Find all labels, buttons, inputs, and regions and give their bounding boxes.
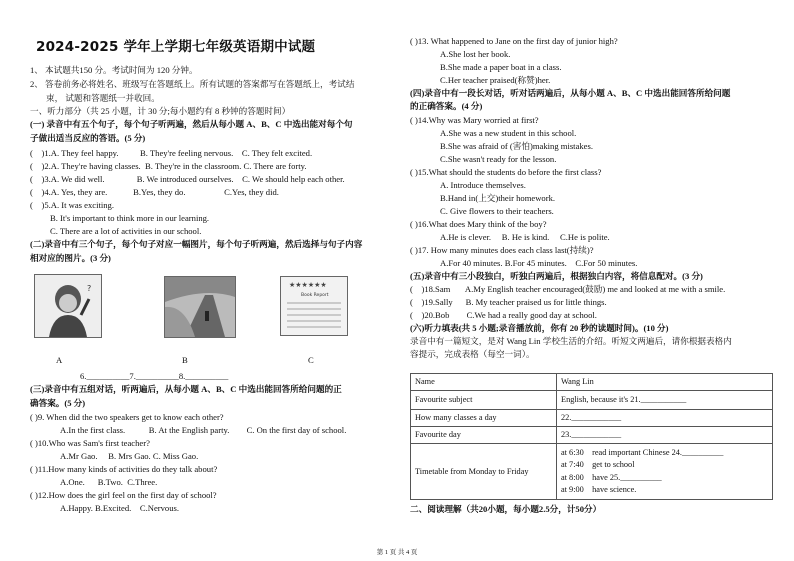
picture-a-boy-thinking xyxy=(34,274,102,338)
question-20: ( )20.Bob C.We had a really good day at school. xyxy=(410,310,597,320)
timetable-row-3[interactable]: at 8:00 have 25.__________ xyxy=(561,472,662,482)
picture-label-c: C xyxy=(308,355,314,365)
question-15: ( )15.What should the students do before the first class? xyxy=(410,167,602,177)
part2-header: 二、阅读理解（共20小题，每小题2.5分，计50分） xyxy=(410,504,602,514)
question-15-option-a: A. Introduce themselves. xyxy=(440,180,526,190)
table-row xyxy=(411,374,773,391)
table-cell: Favourite day xyxy=(411,427,557,444)
part1-header: 一、听力部分（共 25 小题，计 30 分;每小题约有 8 秒钟的答题时间） xyxy=(30,106,291,116)
answer-blanks-6-8: 6.__________7.__________8.__________ xyxy=(80,371,229,381)
info-table xyxy=(410,373,773,500)
timetable-row-2: at 7:40 get to school xyxy=(561,460,635,470)
question-12-options: A.Happy. B.Excited. C.Nervous. xyxy=(60,503,180,513)
question-16-options: A.He is clever. B. He is kind. C.He is polite. xyxy=(440,232,610,242)
picture-b-road xyxy=(164,276,236,338)
question-15-option-b: B.Hand in(上交)their homework. xyxy=(440,193,556,203)
question-13-option-b: B.She made a paper boat in a class. xyxy=(440,62,562,72)
question-3: ( )3.A. We did well. B. We introduced ourselves. C. We should help each other. xyxy=(30,174,345,184)
question-14: ( )14.Why was Mary worried at first? xyxy=(410,115,539,125)
question-13: ( )13. What happened to Jane on the first day of junior high? xyxy=(410,36,618,46)
sec6-instruction-2: 录音中有一篇短文，是对 Wang Lin 学校生活的介绍。听短文两遍后，请你根据表格内 xyxy=(410,336,732,346)
question-10-options: A.Mr Gao. B. Mrs Gao. C. Miss Gao. xyxy=(60,451,199,461)
sec4-instruction-1: (四)录音中有一段长对话，听对话两遍后，从每小题 A、B、C 中选出能回答所给问题 xyxy=(410,88,731,98)
question-14-option-c: C.She wasn't ready for the lesson. xyxy=(440,154,557,164)
sec5-instruction: (五)录音中有三小段独白，听独白两遍后，根据独白内容，将信息配对。(3 分) xyxy=(410,271,703,281)
question-5-option-c: C. There are a lot of activities in our school. xyxy=(50,226,202,236)
table-cell: Favourite subject xyxy=(411,391,557,410)
question-1: ( )1.A. They feel happy. B. They're feeling nervous. C. They felt excited. xyxy=(30,148,313,158)
sec2-instruction-2: 相对应的图片。(3 分) xyxy=(30,253,111,263)
question-9: ( )9. When did the two speakers get to know each other? xyxy=(30,412,224,422)
question-10: ( )10.Who was Sam's first teacher? xyxy=(30,438,150,448)
table-cell[interactable]: 23.____________ xyxy=(557,427,773,444)
page-footer: 第 1 页 共 4 页 xyxy=(376,549,418,556)
question-9-options: A.In the first class. B. At the English party. C. On the first day of school. xyxy=(60,425,347,435)
question-13-option-c: C.Her teacher praised(称赞)her. xyxy=(440,75,551,85)
question-5-option-b: B. It's important to think more in our learning. xyxy=(50,213,210,223)
question-18: ( )18.Sam A.My English teacher encouraged(鼓励) me and looked at me with a smile. xyxy=(410,284,726,294)
sec4-instruction-2: 的正确答案。(4 分) xyxy=(410,101,483,111)
timetable-row-1[interactable]: at 6:30 read important Chinese 24.__________ xyxy=(561,448,724,458)
sec3-instruction-2: 确答案。(5 分) xyxy=(30,398,86,408)
question-19: ( )19.Sally B. My teacher praised us for little things. xyxy=(410,297,607,307)
notice-2: 2、 答卷前务必将姓名、班级写在答题纸上。所有试题的答案都写在答题纸上，考试结 xyxy=(30,79,355,89)
question-17: ( )17. How many minutes does each class last(持续)? xyxy=(410,245,594,255)
picture-label-b: B xyxy=(182,355,188,365)
picture-c-book-report xyxy=(280,276,348,336)
question-14-option-b: B.She was afraid of (害怕)making mistakes. xyxy=(440,141,593,151)
question-12: ( )12.How does the girl feel on the first day of school? xyxy=(30,490,217,500)
svg-text:★★★★★★: ★★★★★★ xyxy=(289,281,327,289)
table-cell: Wang Lin xyxy=(557,374,773,391)
sec2-instruction-1: (二)录音中有三个句子，每个句子对应一幅图片，每个句子听两遍，然后选择与句子内容 xyxy=(30,239,363,249)
sec1-instruction-1: (一) 录音中有五个句子，每个句子听两遍，然后从每小题 A、B、C 中选出能对每个句 xyxy=(30,119,353,129)
sec1-instruction-2: 子做出适当反应的答语。(5 分) xyxy=(30,133,146,143)
sec6-instruction-1: (六)听力填表(共 5 小题;录音播放前，你有 20 秒的读题时间)。(10 分) xyxy=(410,323,669,333)
table-row xyxy=(411,410,773,427)
question-4: ( )4.A. Yes, they are. B.Yes, they do. C.Yes, they did. xyxy=(30,187,279,197)
picture-c-heading: Book Report xyxy=(301,293,329,298)
timetable-cell xyxy=(557,444,773,500)
question-11-options: A.One. B.Two. C.Three. xyxy=(60,477,158,487)
question-5: ( )5.A. It was exciting. xyxy=(30,200,115,210)
question-2: ( )2.A. They're having classes. B. They're in the classroom. C. There are forty. xyxy=(30,161,307,171)
svg-text:?: ? xyxy=(87,284,92,293)
timetable-row-4: at 9:00 have science. xyxy=(561,484,637,494)
table-row xyxy=(411,391,773,410)
timetable-label: Timetable from Monday to Friday xyxy=(411,444,557,500)
question-11: ( )11.How many kinds of activities do they talk about? xyxy=(30,464,218,474)
question-16: ( )16.What does Mary think of the boy? xyxy=(410,219,547,229)
sec3-instruction-1: (三)录音中有五组对话，听两遍后，从每小题 A、B、C 中选出能回答所给问题的正 xyxy=(30,384,342,394)
sec6-instruction-3: 容提示，完成表格（每空一词）。 xyxy=(410,349,535,359)
question-17-options: A.For 40 minutes. B.For 45 minutes. C.For 50 minutes. xyxy=(440,258,638,268)
page-title: 2024-2025 学年上学期七年级英语期中试题 xyxy=(36,39,316,55)
notice-1: 1、 本试题共150 分。考试时间为 120 分钟。 xyxy=(30,65,198,75)
question-14-option-a: A.She was a new student in this school. xyxy=(440,128,577,138)
table-cell[interactable]: 22.____________ xyxy=(557,410,773,427)
table-cell: How many classes a day xyxy=(411,410,557,427)
table-cell[interactable]: English, because it's 21.___________ xyxy=(557,391,773,410)
table-cell: Name xyxy=(411,374,557,391)
question-15-option-c: C. Give flowers to their teachers. xyxy=(440,206,554,216)
table-row xyxy=(411,427,773,444)
table-row xyxy=(411,444,773,500)
notice-3: 束， 试题和答题纸一并收回。 xyxy=(46,93,160,103)
picture-label-a: A xyxy=(56,355,63,365)
question-13-option-a: A.She lost her book. xyxy=(440,49,511,59)
